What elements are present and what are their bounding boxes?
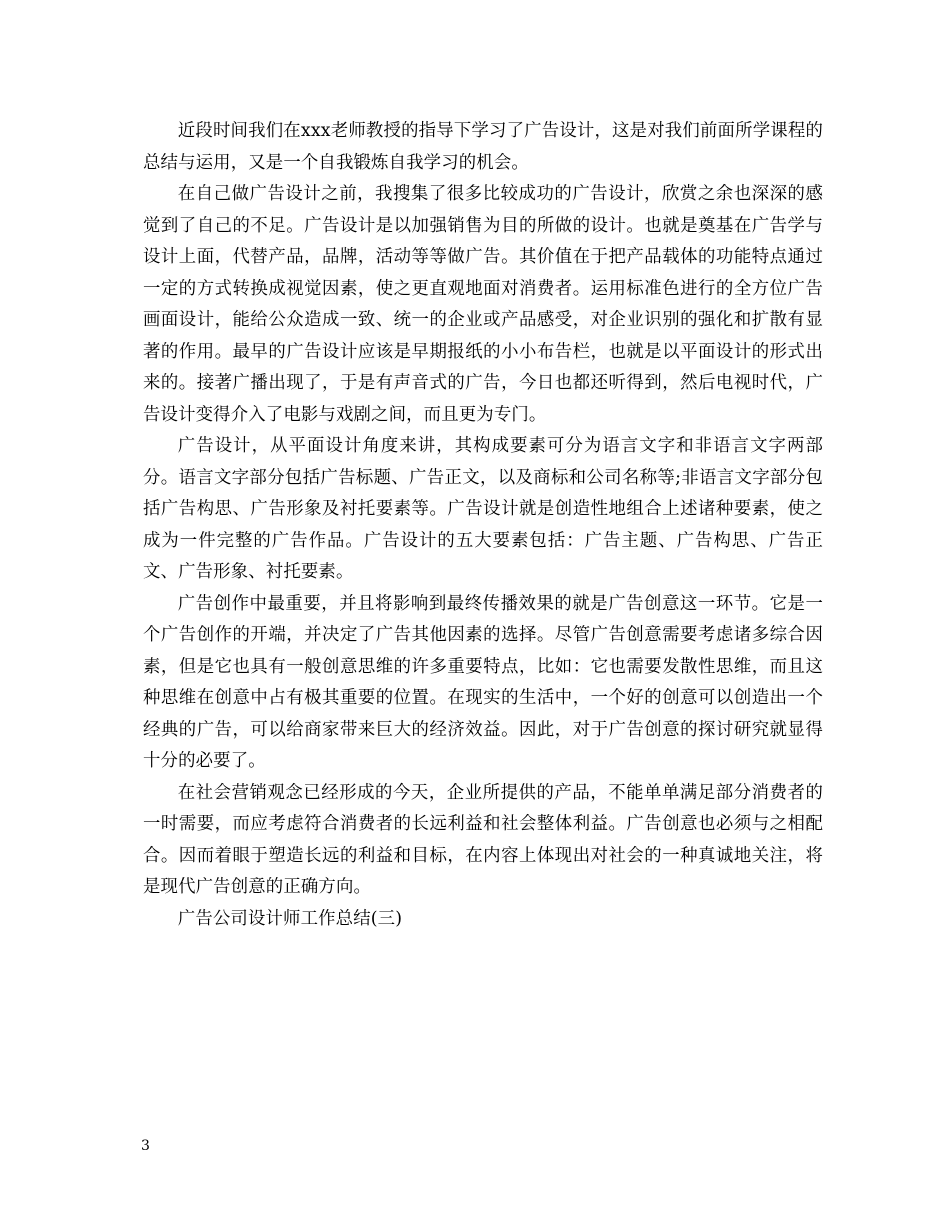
- paragraph-ad-creativity: 广告创作中最重要，并且将影响到最终传播效果的就是广告创意这一环节。它是一个广告创作的开端，并决定了广告其他因素的选择。尽管广告创意需要考虑诸多综合因素，但是它也具有一般创意思维的许多重要特点，比如：它也需要发散性思维，而且这种思维在创意中占有极其重要的位置。在现实的生活中，一个好的创意可以创造出一个经典的广告，可以给商家带来巨大的经济效益。因此，对于广告创意的探讨研究就显得十分的必要了。: [143, 593, 823, 771]
- paragraph-social-marketing: 在社会营销观念已经形成的今天，企业所提供的产品，不能单单满足部分消费者的一时需要，而应考虑符合消费者的长远利益和社会整体利益。广告创意也必须与之相配合。因而着眼于塑造长远的利益和目标，在内容上体现出对社会的一种真诚地关注，将是现代广告创意的正确方向。: [143, 782, 823, 897]
- paragraph-intro: 近段时间我们在xxx老师教授的指导下学习了广告设计，这是对我们前面所学课程的总结与运用，又是一个自我锻炼自我学习的机会。: [143, 121, 823, 173]
- paragraph-ad-design-history: 在自己做广告设计之前，我搜集了很多比较成功的广告设计，欣赏之余也深深的感觉到了自己的不足。广告设计是以加强销售为目的所做的设计。也就是奠基在广告学与设计上面，代替产品，品牌，活动等等做广告。其价值在于把产品载体的功能特点通过一定的方式转换成视觉因素，使之更直观地面对消费者。运用标准色进行的全方位广告画面设计，能给公众造成一致、统一的企业或产品感受，对企业识别的强化和扩散有显著的作用。最早的广告设计应该是早期报纸的小小布告栏，也就是以平面设计的形式出来的。接著广播出现了，于是有声音式的广告，今日也都还听得到，然后电视时代，广告设计变得介入了电影与戏剧之间，而且更为专门。: [143, 184, 823, 425]
- paragraph-ad-elements: 广告设计，从平面设计角度来讲，其构成要素可分为语言文字和非语言文字两部分。语言文字部分包括广告标题、广告正文，以及商标和公司名称等;非语言文字部分包括广告构思、广告形象及衬托要素等。广告设计就是创造性地组合上述诸种要素，使之成为一件完整的广告作品。广告设计的五大要素包括：广告主题、广告构思、广告正文、广告形象、衬托要素。: [143, 436, 823, 582]
- section-heading: 广告公司设计师工作总结(三): [177, 908, 403, 929]
- document-body: [143, 116, 823, 935]
- page-number: 3: [141, 1138, 150, 1154]
